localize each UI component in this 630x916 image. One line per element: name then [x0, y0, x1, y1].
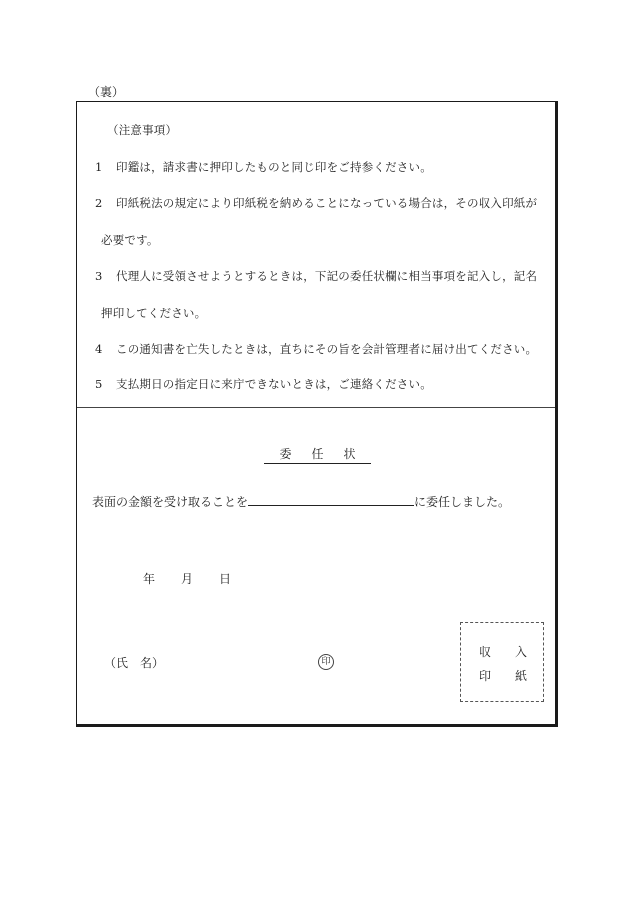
note-number: 1: [95, 160, 103, 174]
section-divider: [77, 407, 555, 408]
note-number: 4: [95, 342, 103, 356]
statement-after: に委任しました。: [414, 495, 511, 509]
stamp-char: 入: [514, 645, 527, 659]
day-label: 日: [219, 572, 232, 586]
seal-mark-icon: 印: [318, 654, 334, 670]
note-item-5: [95, 376, 432, 392]
month-label: 月: [181, 572, 194, 586]
note-item-2: [95, 195, 537, 211]
note-item-3: [95, 268, 537, 284]
note-item-4: [95, 341, 537, 357]
stamp-char: 収: [479, 645, 492, 659]
name-label: （氏 名）: [104, 656, 165, 670]
note-text: この通知書を亡失したときは，直ちにその旨を会計管理者に届け出てください。: [116, 342, 538, 356]
stamp-row-2: [479, 667, 527, 684]
note-number: 3: [95, 269, 103, 283]
note-text: 印紙税法の規定により印紙税を納めることになっている場合は，その収入印紙が: [116, 196, 538, 210]
year-label: 年: [143, 572, 156, 586]
date-field[interactable]: [143, 570, 257, 587]
title-char: 状: [343, 447, 356, 461]
stamp-char: 印: [479, 669, 492, 683]
note-number: 2: [95, 196, 103, 210]
note-text: 印鑑は，請求書に押印したものと同じ印をご持参ください。: [116, 160, 432, 174]
revenue-stamp-box: [460, 622, 544, 702]
name-field[interactable]: [177, 654, 307, 668]
notes-heading: （注意事項）: [107, 123, 178, 137]
title-char: 任: [311, 447, 324, 461]
proxy-title: [264, 445, 371, 464]
title-char: 委: [279, 447, 292, 461]
note-text: 支払期日の指定日に来庁できないときは，ご連絡ください。: [116, 377, 432, 391]
note-item-1: [95, 159, 432, 175]
stamp-char: 紙: [514, 669, 527, 683]
delegation-statement: [92, 493, 510, 510]
delegate-name-field[interactable]: [248, 494, 414, 506]
note-text: 代理人に受領させようとするときは，下記の委任状欄に相当事項を記入し，記名: [116, 269, 538, 283]
form-frame: [76, 101, 558, 727]
note-text-continued: 押印してください。: [101, 306, 207, 320]
statement-before: 表面の金額を受け取ることを: [92, 495, 249, 509]
note-number: 5: [95, 377, 103, 391]
page-side-label: （裏）: [88, 85, 125, 99]
stamp-row-1: [479, 643, 527, 660]
note-text-continued: 必要です。: [101, 233, 159, 247]
